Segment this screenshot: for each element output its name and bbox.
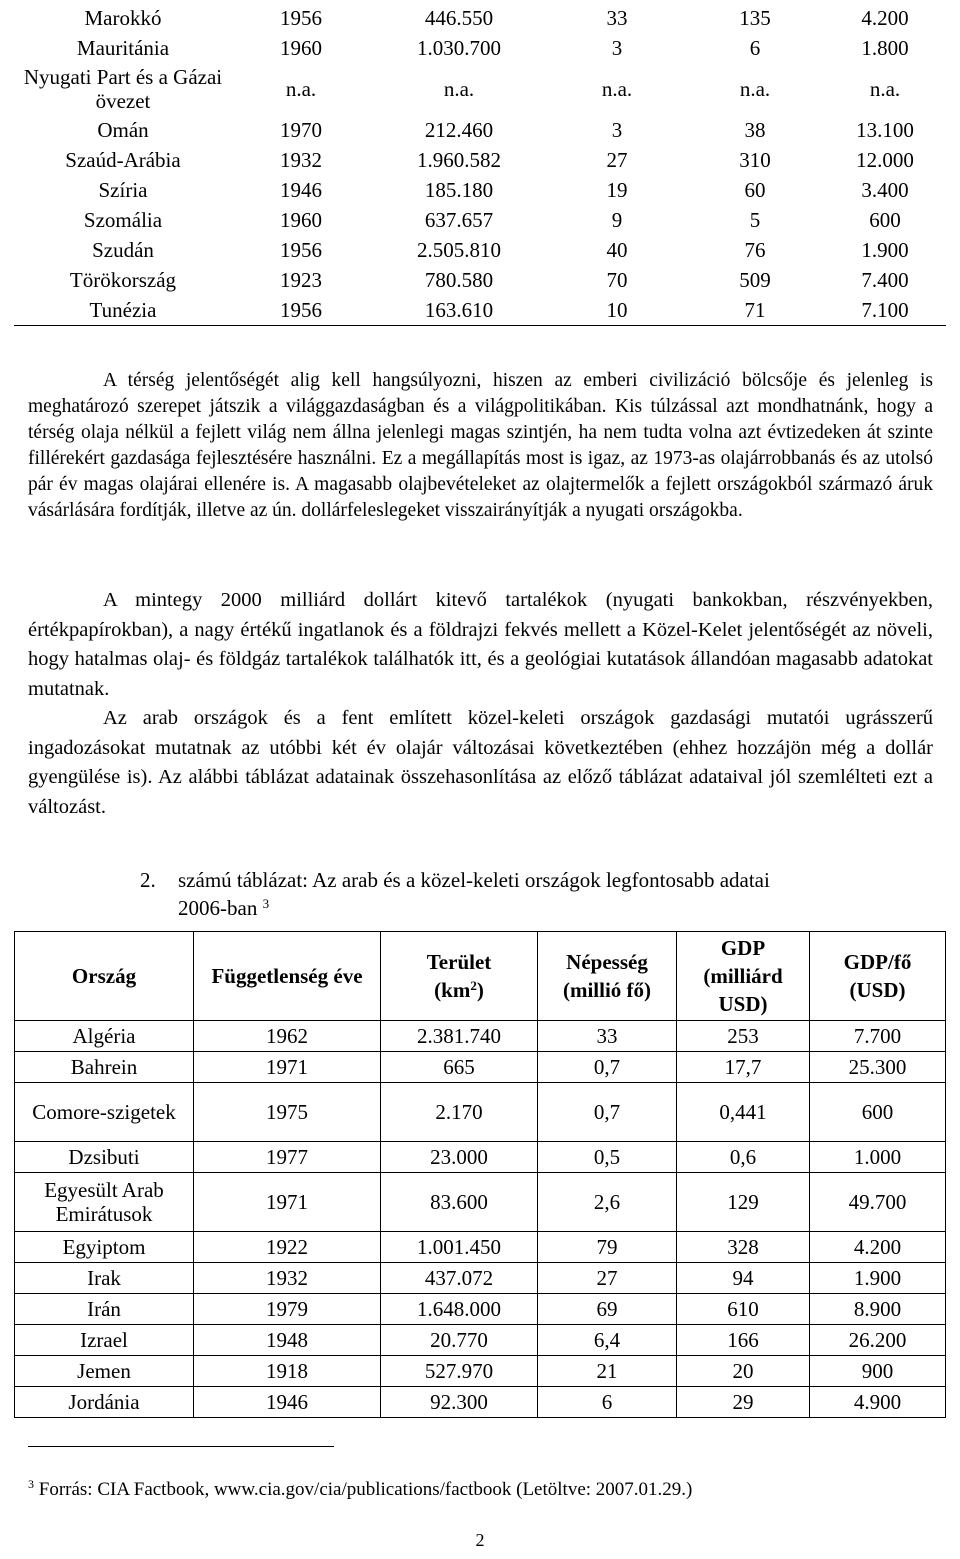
cell-gdp-per-capita: 26.200 — [810, 1325, 946, 1356]
cell-country: Comore-szigetek — [15, 1083, 194, 1142]
table-row — [14, 3, 946, 33]
table-row — [14, 235, 946, 265]
footnote-number: 3 — [28, 1477, 34, 1491]
cell-gdp-per-capita: n.a. — [869, 77, 901, 101]
cell-country: Szomália — [83, 208, 163, 232]
cell-population: 3 — [611, 118, 623, 142]
cell-population: 6,4 — [538, 1325, 677, 1356]
cell-population: 27 — [538, 1263, 677, 1294]
cell-gdp: 509 — [739, 268, 771, 292]
footnote-text: Forrás: CIA Factbook, www.cia.gov/cia/publications/factbook (Letöltve: 2007.01.29.) — [38, 1479, 693, 1500]
cell-area: 527.970 — [381, 1356, 538, 1387]
table-row — [14, 205, 946, 235]
cell-area: 1.001.450 — [381, 1232, 538, 1263]
caption-number: 2. — [140, 868, 156, 892]
cell-gdp: 38 — [744, 118, 766, 142]
header-population: Népesség (millió fő) — [538, 932, 677, 1021]
cell-gdp-per-capita: 7.400 — [861, 268, 909, 292]
cell-area: 2.170 — [381, 1083, 538, 1142]
cell-gdp-per-capita: 8.900 — [810, 1294, 946, 1325]
cell-population: 27 — [606, 148, 628, 172]
cell-year: 1975 — [194, 1083, 381, 1142]
cell-country: Izrael — [15, 1325, 194, 1356]
cell-gdp-per-capita: 4.200 — [861, 6, 909, 30]
cell-population: 9 — [611, 208, 623, 232]
cell-gdp: n.a. — [739, 77, 771, 101]
cell-area: 212.460 — [424, 118, 494, 142]
cell-gdp: 0,6 — [677, 1142, 810, 1173]
cell-area: 23.000 — [381, 1142, 538, 1173]
table-row — [15, 1052, 946, 1083]
table-row — [15, 1083, 946, 1142]
caption-text-line2 — [140, 894, 920, 922]
cell-gdp: 76 — [744, 238, 766, 262]
cell-country: Bahrein — [15, 1052, 194, 1083]
cell-country: Omán — [97, 118, 149, 142]
cell-area: 2.505.810 — [417, 238, 501, 262]
cell-country: Tunézia — [14, 295, 232, 326]
table-row — [15, 1142, 946, 1173]
table-row — [15, 1232, 946, 1263]
cell-gdp: 135 — [739, 6, 771, 30]
arab-countries-2006-table — [14, 931, 946, 1418]
cell-gdp-per-capita: 3.400 — [861, 178, 909, 202]
table-row — [14, 295, 946, 326]
cell-gdp: 0,441 — [677, 1083, 810, 1142]
cell-country: Irak — [15, 1263, 194, 1294]
cell-country: Jordánia — [15, 1387, 194, 1418]
cell-area: 1.960.582 — [417, 148, 501, 172]
cell-population: 10 — [548, 295, 686, 326]
cell-country: Törökország — [69, 268, 177, 292]
cell-area: 665 — [381, 1052, 538, 1083]
cell-area: 92.300 — [381, 1387, 538, 1418]
cell-population: 19 — [606, 178, 628, 202]
cell-country: Algéria — [15, 1021, 194, 1052]
cell-year: 1956 — [232, 295, 370, 326]
cell-year: 1971 — [194, 1173, 381, 1232]
caption-year: 2006-ban — [178, 896, 258, 920]
cell-area: 446.550 — [424, 6, 494, 30]
cell-gdp: 610 — [677, 1294, 810, 1325]
cell-gdp: 29 — [677, 1387, 810, 1418]
header-area-close: ) — [476, 978, 484, 1002]
cell-year: 1946 — [194, 1387, 381, 1418]
cell-gdp: 310 — [739, 148, 771, 172]
table-row — [15, 1294, 946, 1325]
header-gdp: GDP (milliárd USD) — [677, 932, 810, 1021]
cell-area: 780.580 — [424, 268, 494, 292]
cell-gdp: 6 — [749, 36, 761, 60]
table-row — [14, 175, 946, 205]
cell-country: Irán — [15, 1294, 194, 1325]
table-row — [15, 1173, 946, 1232]
cell-year: 1960 — [280, 208, 322, 232]
cell-country: Nyugati Part és a Gázai övezet — [23, 65, 223, 113]
cell-gdp: 5 — [749, 208, 761, 232]
cell-area: 2.381.740 — [381, 1021, 538, 1052]
cell-gdp-per-capita: 4.900 — [810, 1387, 946, 1418]
cell-year: 1970 — [280, 118, 322, 142]
body-paragraph: A térség jelentőségét alig kell hangsúlyozni, hiszen az emberi civilizáció bölcsője és jelenleg is meghatározó szerepet játszik a világgazdaságban és a világpolitikában. Kis túlzással azt mondhatnánk, hogy a térség olaja nélkül a fejlett világ nem állna jelenlegi magas szintjén, ha nem tudta volna azt évtizedeken át szinte fillérekért gazdasága fejlesztésére használni. Ez a megállapítás most is igaz, az 1973-as olajárrobbanás és az utolsó pár év magas olajárai ellenére is. A magasabb olajbevételeket az olajtermelők a fejlett országokból származó áruk vásárlására fordítják, illetve az ún. dollárfeleslegeket visszairányítják a nyugati országokba. — [28, 370, 933, 521]
cell-year: 1932 — [194, 1263, 381, 1294]
cell-year: 1932 — [280, 148, 322, 172]
cell-gdp-per-capita: 13.100 — [856, 118, 914, 142]
header-independence-year: Függetlenség éve — [194, 932, 381, 1021]
cell-gdp: 328 — [677, 1232, 810, 1263]
cell-population: 21 — [538, 1356, 677, 1387]
cell-population: 2,6 — [538, 1173, 677, 1232]
cell-population: n.a. — [601, 77, 633, 101]
cell-gdp: 17,7 — [677, 1052, 810, 1083]
cell-gdp-per-capita: 7.700 — [810, 1021, 946, 1052]
cell-area: 1.648.000 — [381, 1294, 538, 1325]
header-area-label: Terület — [426, 950, 492, 974]
cell-year: 1962 — [194, 1021, 381, 1052]
cell-area: 20.770 — [381, 1325, 538, 1356]
table-row — [14, 145, 946, 175]
table-row — [15, 1325, 946, 1356]
cell-country: Egyesült Arab Emirátusok — [15, 1173, 194, 1232]
cell-country: Mauritánia — [76, 36, 170, 60]
table-row — [14, 115, 946, 145]
cell-population: 0,7 — [538, 1052, 677, 1083]
cell-country: Egyiptom — [15, 1232, 194, 1263]
cell-area: 437.072 — [381, 1263, 538, 1294]
cell-gdp: 71 — [686, 295, 824, 326]
cell-gdp: 20 — [677, 1356, 810, 1387]
cell-year: 1960 — [280, 36, 322, 60]
table-row — [15, 1387, 946, 1418]
cell-population: 33 — [538, 1021, 677, 1052]
cell-year: 1923 — [280, 268, 322, 292]
cell-gdp-per-capita: 25.300 — [810, 1052, 946, 1083]
body-paragraph: Az arab országok és a fent említett közel-keleti országok gazdasági mutatói ugrásszerű ingadozásokat mutatnak az utóbbi két év olajár változásai következtében (ehhez hozzájön még a dollár gyengülése is). Az alábbi táblázat adatainak összehasonlítása az előző táblázat adataival jól szemlélteti ezt a változást. — [28, 707, 933, 818]
table-row — [14, 265, 946, 295]
table-row — [15, 1263, 946, 1294]
cell-gdp-per-capita: 49.700 — [810, 1173, 946, 1232]
cell-area: 1.030.700 — [417, 36, 501, 60]
table-caption — [140, 866, 920, 922]
cell-gdp: 129 — [677, 1173, 810, 1232]
cell-country: Szaúd-Arábia — [65, 148, 181, 172]
cell-area: n.a. — [443, 77, 475, 101]
cell-gdp-per-capita: 1.900 — [861, 238, 909, 262]
country-data-table-continued — [14, 3, 946, 326]
cell-area: 637.657 — [424, 208, 494, 232]
cell-year: n.a. — [285, 77, 317, 101]
footnote-separator — [28, 1446, 334, 1447]
cell-population: 33 — [606, 6, 628, 30]
cell-country: Dzsibuti — [15, 1142, 194, 1173]
cell-country: Marokkó — [84, 6, 162, 30]
cell-population: 69 — [538, 1294, 677, 1325]
cell-gdp: 94 — [677, 1263, 810, 1294]
cell-population: 40 — [606, 238, 628, 262]
table-header-row — [15, 932, 946, 1021]
header-area-unit: (km — [434, 978, 471, 1002]
cell-area: 185.180 — [424, 178, 494, 202]
cell-gdp-per-capita: 600 — [810, 1083, 946, 1142]
cell-gdp-per-capita: 1.900 — [810, 1263, 946, 1294]
cell-population: 79 — [538, 1232, 677, 1263]
cell-year: 1956 — [280, 238, 322, 262]
cell-population: 0,5 — [538, 1142, 677, 1173]
footnote — [28, 1478, 928, 1502]
cell-country: Szíria — [98, 178, 148, 202]
cell-year: 1946 — [280, 178, 322, 202]
page-number: 2 — [475, 1530, 485, 1550]
cell-population: 6 — [538, 1387, 677, 1418]
cell-population: 70 — [606, 268, 628, 292]
cell-year: 1979 — [194, 1294, 381, 1325]
cell-gdp: 60 — [744, 178, 766, 202]
cell-gdp: 166 — [677, 1325, 810, 1356]
cell-gdp-per-capita: 900 — [810, 1356, 946, 1387]
table-row — [14, 63, 946, 115]
header-country: Ország — [15, 932, 194, 1021]
cell-gdp: 253 — [677, 1021, 810, 1052]
cell-area: 163.610 — [370, 295, 548, 326]
table-row — [14, 33, 946, 63]
cell-gdp-per-capita: 1.000 — [810, 1142, 946, 1173]
cell-year: 1971 — [194, 1052, 381, 1083]
cell-gdp-per-capita: 7.100 — [824, 295, 946, 326]
cell-year: 1922 — [194, 1232, 381, 1263]
table-row — [15, 1021, 946, 1052]
cell-gdp-per-capita: 4.200 — [810, 1232, 946, 1263]
cell-gdp-per-capita: 12.000 — [856, 148, 914, 172]
cell-year: 1918 — [194, 1356, 381, 1387]
table-row — [15, 1356, 946, 1387]
header-area — [381, 932, 538, 1021]
caption-text: számú táblázat: Az arab és a közel-keleti országok legfontosabb adatai — [178, 868, 770, 892]
cell-year: 1977 — [194, 1142, 381, 1173]
header-area-sup: 2 — [470, 978, 477, 993]
body-paragraph: A mintegy 2000 milliárd dollárt kitevő tartalékok (nyugati bankokban, részvényekben, értékpapírokban), a nagy értékű ingatlanok és a földrajzi fekvés mellett a Közel-Kelet jelentőségét az növeli, hogy hatalmas olaj- és földgáz tartalékok találhatók itt, és a geológiai kutatások állandóan magasabb adatokat mutatnak. — [28, 589, 933, 700]
cell-population: 0,7 — [538, 1083, 677, 1142]
footnote-reference[interactable]: 3 — [262, 896, 270, 911]
cell-country: Szudán — [92, 238, 154, 262]
header-gdp-per-capita: GDP/fő (USD) — [810, 932, 946, 1021]
cell-gdp-per-capita: 600 — [869, 208, 901, 232]
cell-year: 1948 — [194, 1325, 381, 1356]
cell-country: Jemen — [15, 1356, 194, 1387]
cell-gdp-per-capita: 1.800 — [861, 36, 909, 60]
cell-year: 1956 — [280, 6, 322, 30]
cell-population: 3 — [611, 36, 623, 60]
cell-area: 83.600 — [381, 1173, 538, 1232]
